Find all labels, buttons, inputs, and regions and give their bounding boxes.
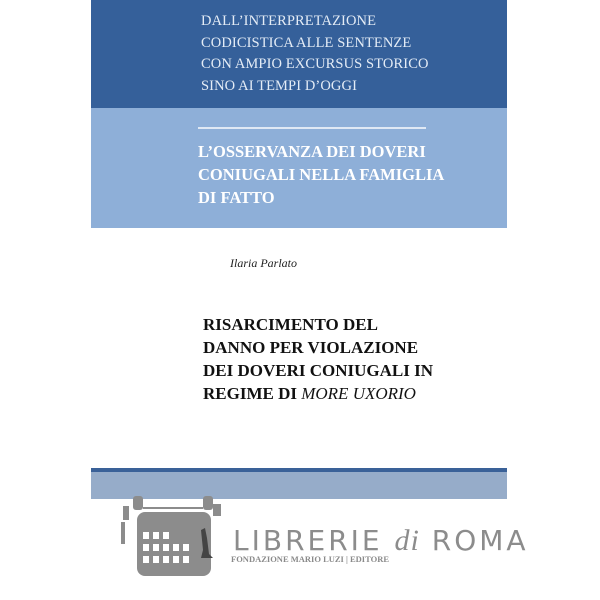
divider (198, 127, 426, 129)
book-title (203, 313, 433, 405)
title-line: RISARCIMENTO DEL (203, 315, 378, 334)
book-cover (91, 0, 529, 600)
publisher-brand: LIBRERIE di ROMA (233, 524, 529, 557)
subtitle (201, 11, 429, 97)
typewriter-logo-icon (121, 494, 231, 578)
title-line: DANNO PER VIOLAZIONE (203, 338, 419, 357)
subtitle-line: CODICISTICA ALLE SENTENZE (201, 34, 412, 51)
title-line: DEI DOVERI CONIUGALI IN (203, 361, 434, 380)
series-line: DI FATTO (198, 188, 275, 207)
title-italic: MORE UXORIO (301, 384, 416, 403)
subtitle-line: DALL’INTERPRETAZIONE (201, 13, 377, 29)
subtitle-line: CON AMPIO EXCURSUS STORICO (201, 56, 429, 72)
subtitle-line: SINO AI TEMPI D’OGGI (201, 77, 357, 94)
series-line: L’OSSERVANZA DEI DOVERI (198, 142, 426, 161)
title-line: REGIME DI MORE UXORIO (203, 384, 416, 403)
series-line: CONIUGALI NELLA FAMIGLIA (198, 165, 445, 184)
author: Ilaria Parlato (230, 256, 298, 270)
series-title (198, 140, 444, 209)
publisher-foundation: FONDAZIONE MARIO LUZI | EDITORE (231, 554, 390, 564)
